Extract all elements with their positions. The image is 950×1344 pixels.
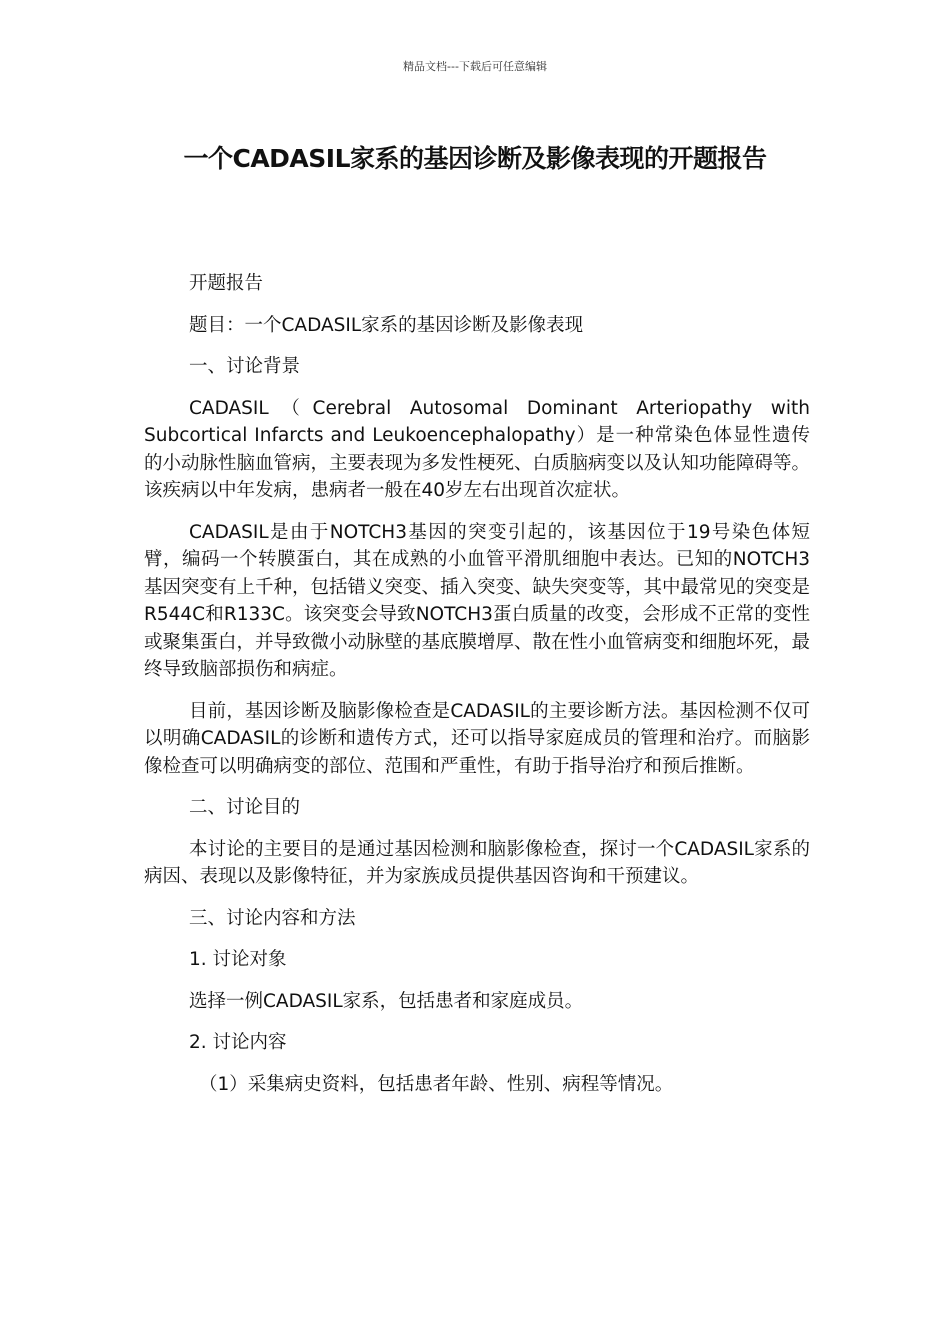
document-title: 一个CADASIL家系的基因诊断及影像表现的开题报告 — [183, 144, 767, 173]
subheading-content: 2. 讨论内容 — [189, 1032, 287, 1053]
paragraph-subjects: 选择一例CADASIL家系，包括患者和家庭成员。 — [189, 990, 584, 1012]
paragraph-diagnosis-methods: 目前，基因诊断及脑影像检查是CADASIL的主要诊断方法。基因检测不仅可以明确CADASIL的诊断和遗传方式，还可以指导家庭成员的管理和治疗。而脑影像检查可以明确病变的部位、范围和严重性，有助于指导治疗和预后推断。 — [144, 700, 810, 777]
heading-background: 一、讨论背景 — [189, 356, 301, 377]
heading-content-methods: 三、讨论内容和方法 — [189, 907, 356, 929]
paragraph-notch3-mutation: CADASIL是由于NOTCH3基因的突变引起的，该基因位于19号染色体短臂，编码一个转膜蛋白，其在成熟的小血管平滑肌细胞中表达。已知的NOTCH3基因突变有上千种，包括错义突变、插入突变、缺失突变等，其中最常见的突变是R544C和R133C。该突变会导致NOTCH3蛋白质量的改变，会形成不正常的变性或聚集蛋白，并导致微小动脉壁的基底膜增厚、散在性小血管病变和细胞坏死，最终导致脑部损伤和病症。 — [144, 521, 811, 680]
topic-line: 题目：一个CADASIL家系的基因诊断及影像表现 — [189, 314, 584, 336]
paragraph-purpose: 本讨论的主要目的是通过基因检测和脑影像检查，探讨一个CADASIL家系的病因、表现以及影像特征，并为家族成员提供基因咨询和干预建议。 — [144, 838, 810, 887]
section-label-report: 开题报告 — [189, 273, 264, 294]
subheading-subjects: 1. 讨论对象 — [189, 949, 287, 970]
heading-purpose: 二、讨论目的 — [189, 797, 301, 818]
document-body — [144, 270, 810, 1112]
list-item-history: （1）采集病史资料，包括患者年龄、性别、病程等情况。 — [199, 1073, 674, 1095]
page-header-note: 精品文档---下载后可任意编辑 — [403, 60, 547, 73]
paragraph-cadasil-definition: CADASIL（Cerebral Autosomal Dominant Arteriopathy with Subcortical Infarcts and Leukoencephalopathy）是一种常染色体显性遗传的小动脉性脑血管病，主要表现为多发性梗死、白质脑病变以及认知功能障碍等。该疾病以中年发病，患病者一般在40岁左右出现首次症状。 — [144, 397, 811, 501]
